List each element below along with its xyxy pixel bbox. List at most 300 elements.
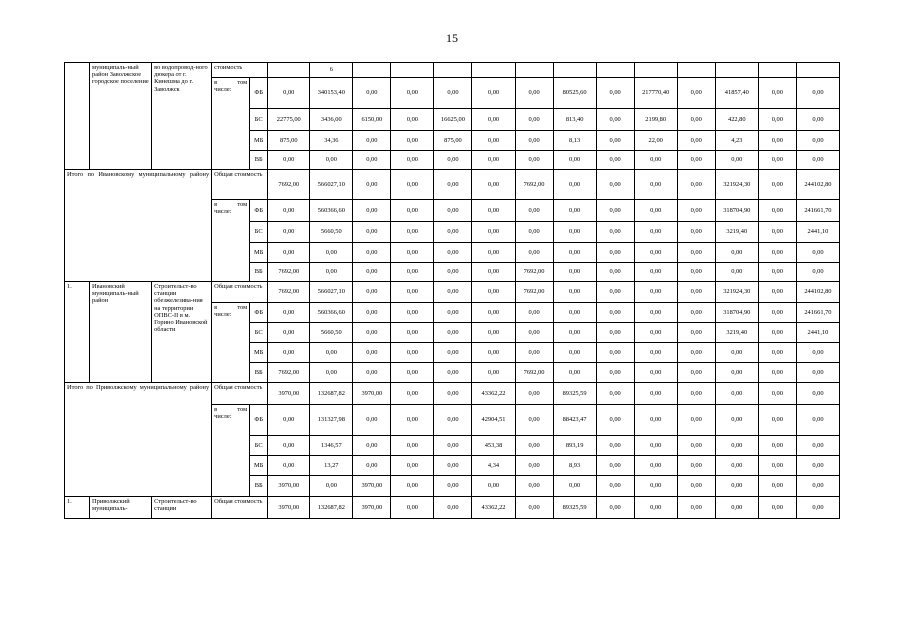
including-label: в том числе: [212,405,250,497]
value-cell: 0,00 [796,109,839,131]
value-cell: 0,00 [596,363,634,383]
value-cell: 813,40 [553,109,596,131]
value-cell: 0,00 [353,405,391,436]
value-cell: 0,00 [515,151,553,170]
value-cell: 0,00 [596,222,634,243]
value-cell: 0,00 [515,200,553,222]
value-cell: 0,00 [391,476,434,497]
value-cell: 0,00 [796,456,839,476]
cost-label: Общая стоимость [212,170,268,200]
value-cell: 875,00 [434,131,472,151]
value-cell: 0,00 [758,383,796,405]
value-cell: 0,00 [758,343,796,363]
including-label: в том числе: [212,78,250,170]
value-cell: 560366,60 [310,303,353,323]
value-cell: 7692,00 [268,263,310,282]
value-cell: 0,00 [758,200,796,222]
value-cell [715,63,758,78]
value-cell: 318704,90 [715,200,758,222]
source-label: БС [250,436,268,456]
value-cell: 0,00 [758,109,796,131]
cost-label: Общая стоимость [212,383,268,405]
value-cell: 0,00 [353,131,391,151]
value-cell: 7692,00 [515,263,553,282]
value-cell: 131327,98 [310,405,353,436]
value-cell: 0,00 [596,263,634,282]
value-cell [677,63,715,78]
value-cell: 0,00 [677,476,715,497]
value-cell: 0,00 [677,263,715,282]
value-cell: 0,00 [434,497,472,519]
value-cell: 0,00 [796,131,839,151]
value-cell: 0,00 [634,436,677,456]
value-cell: 0,00 [553,170,596,200]
value-cell: 0,00 [796,476,839,497]
value-cell: 0,00 [596,497,634,519]
value-cell: 0,00 [391,456,434,476]
value-cell: 0,00 [434,243,472,263]
value-cell: 0,00 [434,476,472,497]
value-cell: 3970,00 [268,383,310,405]
value-cell: 0,00 [796,497,839,519]
value-cell: 4,34 [472,456,515,476]
value-cell: 89325,59 [553,497,596,519]
value-cell: 0,00 [391,78,434,109]
value-cell: 0,00 [434,363,472,383]
value-cell: 0,00 [472,131,515,151]
value-cell: 0,00 [553,282,596,303]
value-cell: 8,93 [553,456,596,476]
value-cell: 0,00 [472,343,515,363]
value-cell: 0,00 [515,343,553,363]
value-cell: 893,19 [553,436,596,456]
value-cell: 318704,90 [715,303,758,323]
value-cell: 0,00 [715,343,758,363]
value-cell: 0,00 [434,456,472,476]
value-cell: 7692,00 [268,170,310,200]
value-cell: 0,00 [553,243,596,263]
value-cell: 7692,00 [515,170,553,200]
table-row [65,63,840,78]
value-cell: 34,36 [310,131,353,151]
value-cell: 0,00 [472,78,515,109]
value-cell: 0,00 [515,109,553,131]
value-cell: 3219,40 [715,222,758,243]
value-cell: 0,00 [796,343,839,363]
value-cell: 566027,10 [310,282,353,303]
cost-label: Общая стоимость [212,497,268,519]
value-cell: 0,00 [434,151,472,170]
source-label: ФБ [250,303,268,323]
value-cell: 0,00 [677,243,715,263]
value-cell: 0,00 [715,151,758,170]
value-cell: 0,00 [434,343,472,363]
value-cell: 0,00 [634,263,677,282]
value-cell: 132687,82 [310,497,353,519]
value-cell: 0,00 [353,303,391,323]
value-cell: 0,00 [268,436,310,456]
source-label: БС [250,222,268,243]
value-cell: 0,00 [758,363,796,383]
object-name: Строительст-во станции [152,497,212,519]
value-cell: 0,00 [434,263,472,282]
value-cell: 0,00 [472,303,515,323]
value-cell: 0,00 [715,497,758,519]
value-cell: 0,00 [434,323,472,343]
value-cell: 3219,40 [715,323,758,343]
value-cell: 0,00 [677,363,715,383]
value-cell: 0,00 [634,303,677,323]
source-label: ВБ [250,363,268,383]
source-label: ФБ [250,405,268,436]
value-cell: 0,00 [515,303,553,323]
value-cell: 0,00 [391,323,434,343]
value-cell: 0,00 [796,436,839,456]
value-cell: 0,00 [796,151,839,170]
including-label: в том числе: [212,303,250,383]
value-cell: 0,00 [391,303,434,323]
value-cell: 0,00 [434,78,472,109]
value-cell: 0,00 [553,343,596,363]
value-cell: 560366,60 [310,200,353,222]
value-cell: 0,00 [268,343,310,363]
value-cell: 0,00 [391,200,434,222]
value-cell: 0,00 [268,222,310,243]
value-cell: 0,00 [434,282,472,303]
value-cell: 0,00 [596,200,634,222]
value-cell: 0,00 [677,131,715,151]
value-cell: 0,00 [715,363,758,383]
value-cell: 43362,22 [472,383,515,405]
value-cell: 0,00 [596,343,634,363]
value-cell: 0,00 [758,170,796,200]
value-cell: 0,00 [515,476,553,497]
group-title: Итого по Приволжскому муниципальному району [65,383,212,497]
value-cell: 0,00 [677,170,715,200]
value-cell: 0,00 [472,323,515,343]
value-cell: 0,00 [353,78,391,109]
value-cell: 0,00 [268,303,310,323]
value-cell: 0,00 [472,243,515,263]
value-cell: 5660,50 [310,222,353,243]
value-cell [472,63,515,78]
value-cell: 0,00 [434,383,472,405]
value-cell: 0,00 [634,405,677,436]
value-cell: 0,00 [677,436,715,456]
source-label: МБ [250,456,268,476]
value-cell: 3970,00 [268,476,310,497]
value-cell: 0,00 [391,405,434,436]
source-label: ВБ [250,263,268,282]
value-cell: 0,00 [677,151,715,170]
value-cell: 7692,00 [515,363,553,383]
value-cell: 0,00 [353,343,391,363]
value-cell: 0,00 [715,476,758,497]
source-label: МБ [250,243,268,263]
value-cell: 0,00 [758,476,796,497]
value-cell: 22,00 [634,131,677,151]
value-cell: 0,00 [353,436,391,456]
value-cell: 0,00 [634,363,677,383]
value-cell: 0,00 [472,151,515,170]
value-cell: 0,00 [434,303,472,323]
value-cell: 0,00 [634,200,677,222]
value-cell: 0,00 [391,170,434,200]
value-cell: 0,00 [553,363,596,383]
source-label: ФБ [250,78,268,109]
value-cell: 566027,10 [310,170,353,200]
value-cell: 0,00 [715,456,758,476]
value-cell: 0,00 [677,456,715,476]
value-cell: 0,00 [715,383,758,405]
row-number: 1. [65,497,90,519]
value-cell: 0,00 [677,323,715,343]
value-cell: 0,00 [596,383,634,405]
value-cell: 0,00 [391,436,434,456]
value-cell: 0,00 [796,243,839,263]
value-cell: 0,00 [434,405,472,436]
value-cell: 7692,00 [515,282,553,303]
district-name: муниципаль-ный район Заволжское городское поселение [90,63,152,170]
value-cell: 0,00 [634,151,677,170]
value-cell: 0,00 [596,243,634,263]
cost-label: стоимость [212,63,268,78]
value-cell: 0,00 [634,476,677,497]
value-cell: 6 [310,63,353,78]
value-cell: 0,00 [677,303,715,323]
value-cell: 0,00 [634,222,677,243]
value-cell: 0,00 [391,282,434,303]
value-cell: 422,80 [715,109,758,131]
value-cell [268,63,310,78]
table-row [65,383,840,405]
value-cell: 2441,10 [796,222,839,243]
value-cell: 0,00 [391,109,434,131]
value-cell: 0,00 [268,243,310,263]
value-cell: 0,00 [472,263,515,282]
value-cell [515,63,553,78]
value-cell: 0,00 [596,151,634,170]
value-cell: 0,00 [472,109,515,131]
value-cell: 6150,00 [353,109,391,131]
value-cell: 0,00 [515,222,553,243]
value-cell: 0,00 [677,405,715,436]
value-cell: 0,00 [353,263,391,282]
value-cell: 0,00 [796,383,839,405]
value-cell: 0,00 [677,383,715,405]
value-cell: 0,00 [634,243,677,263]
value-cell: 0,00 [796,263,839,282]
value-cell: 0,00 [353,151,391,170]
value-cell: 0,00 [634,497,677,519]
value-cell [796,63,839,78]
value-cell: 0,00 [268,405,310,436]
value-cell: 0,00 [553,200,596,222]
value-cell: 0,00 [553,476,596,497]
value-cell: 0,00 [634,383,677,405]
value-cell: 0,00 [353,323,391,343]
object-name: во водопровод-ного дюкера от г. Кинешма до г. Заволжск [152,63,212,170]
value-cell: 0,00 [472,222,515,243]
source-label: БС [250,323,268,343]
value-cell: 0,00 [758,243,796,263]
value-cell: 0,00 [472,170,515,200]
value-cell: 0,00 [353,282,391,303]
value-cell: 0,00 [596,436,634,456]
value-cell: 3970,00 [353,383,391,405]
value-cell: 0,00 [353,363,391,383]
table-row [65,497,840,519]
value-cell: 7692,00 [268,282,310,303]
value-cell: 8,13 [553,131,596,151]
value-cell: 4,23 [715,131,758,151]
value-cell: 0,00 [596,78,634,109]
value-cell: 0,00 [553,323,596,343]
value-cell: 0,00 [596,456,634,476]
value-cell: 0,00 [758,323,796,343]
value-cell: 0,00 [596,282,634,303]
value-cell: 7692,00 [268,363,310,383]
value-cell: 0,00 [353,222,391,243]
value-cell [434,63,472,78]
value-cell [634,63,677,78]
value-cell: 0,00 [515,436,553,456]
value-cell: 0,00 [758,131,796,151]
value-cell: 0,00 [268,456,310,476]
value-cell: 0,00 [434,170,472,200]
value-cell: 0,00 [391,263,434,282]
value-cell: 0,00 [553,263,596,282]
value-cell: 241661,70 [796,303,839,323]
value-cell: 0,00 [596,303,634,323]
value-cell: 0,00 [796,78,839,109]
value-cell [353,63,391,78]
value-cell: 244102,80 [796,170,839,200]
value-cell: 0,00 [634,456,677,476]
value-cell: 0,00 [391,343,434,363]
value-cell: 0,00 [553,222,596,243]
value-cell: 1346,57 [310,436,353,456]
value-cell: 0,00 [634,282,677,303]
value-cell: 0,00 [758,151,796,170]
value-cell: 0,00 [353,170,391,200]
value-cell [553,63,596,78]
value-cell: 0,00 [472,476,515,497]
value-cell: 0,00 [515,243,553,263]
source-label: МБ [250,131,268,151]
value-cell: 0,00 [758,405,796,436]
value-cell: 0,00 [472,363,515,383]
value-cell: 0,00 [758,78,796,109]
value-cell: 0,00 [391,151,434,170]
value-cell [596,63,634,78]
table-row [65,282,840,303]
value-cell: 0,00 [796,405,839,436]
value-cell: 0,00 [310,363,353,383]
value-cell: 0,00 [268,151,310,170]
value-cell: 0,00 [310,243,353,263]
value-cell: 3970,00 [268,497,310,519]
value-cell: 0,00 [391,497,434,519]
value-cell: 0,00 [758,222,796,243]
value-cell: 0,00 [715,405,758,436]
value-cell: 0,00 [758,497,796,519]
value-cell: 0,00 [515,383,553,405]
value-cell: 0,00 [515,131,553,151]
value-cell: 0,00 [596,476,634,497]
value-cell: 875,00 [268,131,310,151]
district-name: Приволжский муниципаль- [90,497,152,519]
value-cell: 0,00 [515,497,553,519]
value-cell: 0,00 [677,222,715,243]
source-label: ВБ [250,151,268,170]
value-cell: 5660,50 [310,323,353,343]
value-cell: 0,00 [596,131,634,151]
value-cell: 0,00 [268,200,310,222]
table-row [65,170,840,200]
value-cell: 0,00 [310,151,353,170]
value-cell: 0,00 [391,243,434,263]
value-cell: 0,00 [268,78,310,109]
value-cell: 0,00 [472,200,515,222]
value-cell: 0,00 [310,263,353,282]
value-cell: 0,00 [391,383,434,405]
value-cell: 0,00 [353,243,391,263]
value-cell: 0,00 [596,323,634,343]
value-cell: 340153,40 [310,78,353,109]
value-cell: 0,00 [758,282,796,303]
value-cell: 0,00 [353,456,391,476]
value-cell: 321924,30 [715,282,758,303]
value-cell: 241661,70 [796,200,839,222]
value-cell: 0,00 [515,456,553,476]
value-cell: 0,00 [796,363,839,383]
value-cell: 0,00 [472,282,515,303]
district-name: Ивановский муниципаль-ный район [90,282,152,383]
value-cell: 0,00 [677,109,715,131]
page-number: 15 [446,31,458,45]
value-cell: 43362,22 [472,497,515,519]
value-cell: 244102,80 [796,282,839,303]
source-label: ВБ [250,476,268,497]
source-label: БС [250,109,268,131]
value-cell: 321924,30 [715,170,758,200]
including-label: в том числе: [212,200,250,282]
value-cell: 0,00 [758,456,796,476]
value-cell: 453,38 [472,436,515,456]
value-cell: 42904,51 [472,405,515,436]
value-cell: 2199,80 [634,109,677,131]
value-cell: 0,00 [310,476,353,497]
value-cell: 0,00 [677,282,715,303]
source-label: МБ [250,343,268,363]
value-cell: 0,00 [596,109,634,131]
value-cell: 0,00 [515,78,553,109]
value-cell: 0,00 [677,497,715,519]
value-cell [391,63,434,78]
value-cell: 0,00 [391,363,434,383]
value-cell: 0,00 [434,200,472,222]
cost-label: Общая стоимость [212,282,268,303]
value-cell: 0,00 [391,131,434,151]
value-cell: 132687,82 [310,383,353,405]
value-cell: 0,00 [515,405,553,436]
value-cell: 13,27 [310,456,353,476]
value-cell: 3970,00 [353,476,391,497]
object-name: Строительст-во станции обезжелезива-ния на территории ОПВС-II в м. Горино Ивановской области [152,282,212,383]
value-cell: 0,00 [758,263,796,282]
value-cell: 0,00 [758,436,796,456]
